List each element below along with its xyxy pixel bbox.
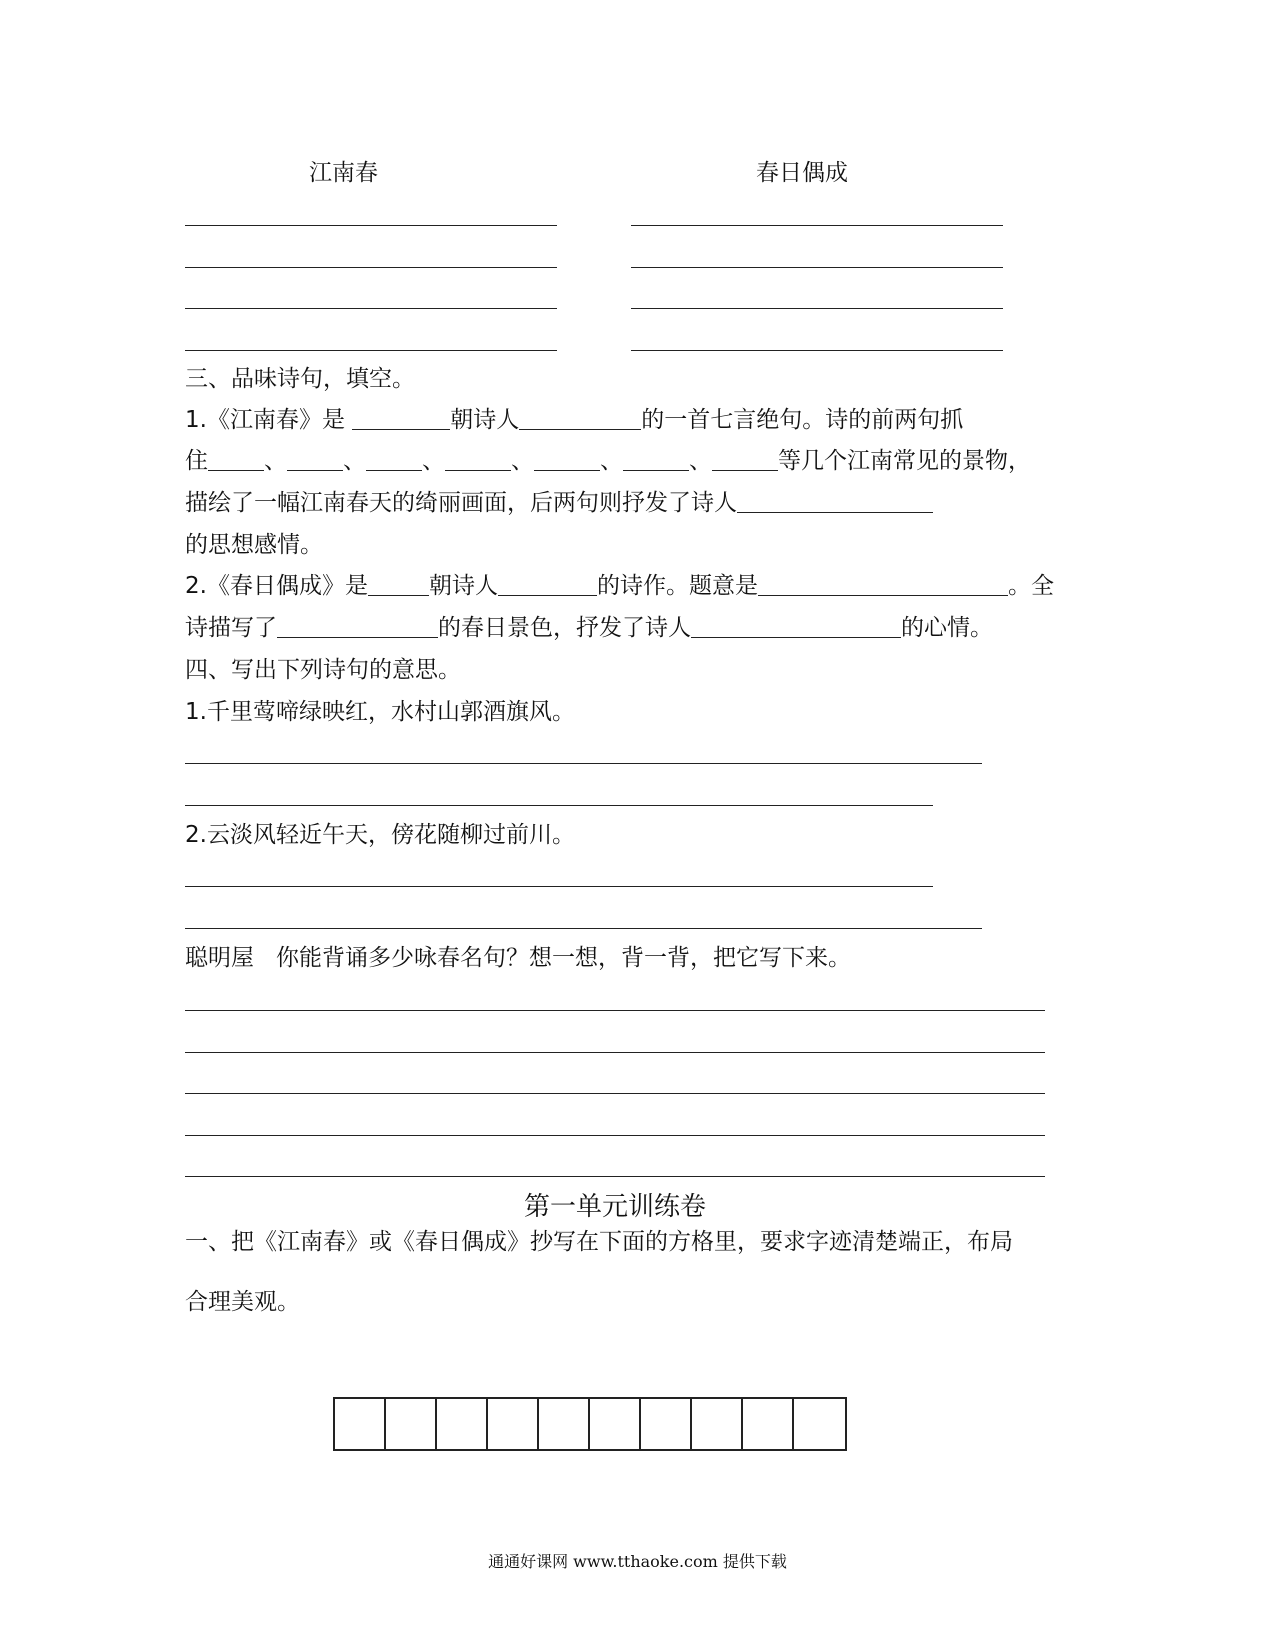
unit-q1-line2: 合理美观。	[185, 1289, 300, 1315]
poet-blank[interactable]	[519, 407, 641, 430]
grid-cell[interactable]	[590, 1399, 641, 1449]
q1-text-b: 朝诗人	[450, 407, 520, 433]
right-poem-title: 春日偶成	[756, 160, 848, 186]
q1-text-d: 住	[185, 448, 208, 474]
writing-line[interactable]	[185, 225, 557, 226]
q2-text-b: 朝诗人	[428, 573, 498, 599]
answer-line[interactable]	[185, 928, 982, 929]
grid-cell[interactable]	[641, 1399, 692, 1449]
writing-line[interactable]	[631, 225, 1003, 226]
q2-line1	[185, 571, 1054, 601]
poet-blank[interactable]	[498, 573, 597, 596]
writing-line[interactable]	[185, 267, 557, 268]
grid-cell[interactable]	[794, 1399, 845, 1449]
q1-line4: 的思想感情。	[185, 532, 323, 558]
writing-line[interactable]	[185, 308, 557, 309]
smart-house-prompt: 你能背诵多少咏春名句？想一想，背一背，把它写下来。	[275, 945, 851, 971]
answer-line[interactable]	[185, 1093, 1045, 1094]
scenery-blank[interactable]	[712, 448, 778, 471]
q2-line2	[185, 613, 993, 643]
q1-line3	[185, 488, 933, 518]
scenery-blank[interactable]	[445, 448, 511, 471]
separator: 、	[511, 448, 534, 474]
grid-cell[interactable]	[386, 1399, 437, 1449]
q1-line2	[185, 446, 1031, 476]
grid-cell[interactable]	[692, 1399, 743, 1449]
writing-grid	[333, 1397, 847, 1451]
answer-line[interactable]	[185, 1176, 1045, 1177]
writing-line[interactable]	[631, 267, 1003, 268]
answer-line[interactable]	[185, 1052, 1045, 1053]
q2-text-g: 的心情。	[901, 615, 993, 641]
scenery-type-blank[interactable]	[277, 615, 438, 638]
q1-text-a: 1.《江南春》是	[185, 407, 345, 433]
answer-line[interactable]	[185, 763, 982, 764]
separator: 、	[600, 448, 623, 474]
q1-line1	[185, 405, 963, 435]
smart-house	[185, 943, 851, 973]
smart-house-label: 聪明屋	[185, 945, 254, 971]
scenery-blank[interactable]	[366, 448, 422, 471]
writing-line[interactable]	[631, 350, 1003, 351]
mood-blank[interactable]	[691, 615, 901, 638]
q2-text-f: 的春日景色，抒发了诗人	[438, 615, 691, 641]
separator: 、	[422, 448, 445, 474]
section4-heading: 四、写出下列诗句的意思。	[185, 657, 461, 683]
q2-text-a: 2.《春日偶成》是	[185, 573, 368, 599]
q1-text-f: 描绘了一幅江南春天的绮丽画面，后两句则抒发了诗人	[185, 490, 737, 516]
scenery-blank[interactable]	[623, 448, 689, 471]
answer-line[interactable]	[185, 886, 933, 887]
writing-line[interactable]	[185, 350, 557, 351]
scenery-blank[interactable]	[208, 448, 264, 471]
q2-text-c: 的诗作。题意是	[596, 573, 758, 599]
dynasty-blank[interactable]	[352, 407, 450, 430]
separator: 、	[343, 448, 366, 474]
grid-cell[interactable]	[488, 1399, 539, 1449]
dynasty-blank[interactable]	[368, 573, 429, 596]
footer-credit: 通通好课网 www.tthaoke.com 提供下载	[488, 1552, 787, 1571]
meaning-blank[interactable]	[758, 573, 1008, 596]
q2-text-d: 。全	[1007, 573, 1054, 599]
grid-cell[interactable]	[743, 1399, 794, 1449]
q2-text-e: 诗描写了	[185, 615, 277, 641]
answer-line[interactable]	[185, 1010, 1045, 1011]
q1-text-c: 的一首七言绝句。诗的前两句抓	[641, 407, 964, 433]
answer-line[interactable]	[185, 805, 933, 806]
section4-item2: 2.云淡风轻近午天，傍花随柳过前川。	[185, 822, 575, 848]
section4-item1: 1.千里莺啼绿映红，水村山郭酒旗风。	[185, 699, 575, 725]
writing-line[interactable]	[631, 308, 1003, 309]
section3-heading: 三、品味诗句，填空。	[185, 366, 415, 392]
left-poem-title: 江南春	[309, 160, 378, 186]
grid-cell[interactable]	[335, 1399, 386, 1449]
scenery-blank[interactable]	[534, 448, 600, 471]
q1-text-e: 等几个江南常见的景物，	[778, 448, 1031, 474]
separator: 、	[689, 448, 712, 474]
separator: 、	[264, 448, 287, 474]
unit-title: 第一单元训练卷	[523, 1192, 706, 1222]
feeling-blank[interactable]	[737, 490, 933, 513]
answer-line[interactable]	[185, 1135, 1045, 1136]
grid-cell[interactable]	[437, 1399, 488, 1449]
unit-q1-line1: 一、把《江南春》或《春日偶成》抄写在下面的方格里，要求字迹清楚端正，布局	[185, 1229, 1013, 1255]
scenery-blank[interactable]	[287, 448, 343, 471]
grid-cell[interactable]	[539, 1399, 590, 1449]
